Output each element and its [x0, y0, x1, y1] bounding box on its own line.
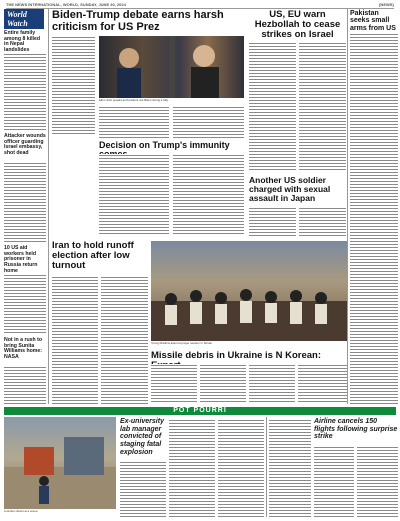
main-story-col-3	[173, 106, 244, 138]
hezbollah-col-2	[299, 42, 346, 172]
missile-col-2	[200, 364, 246, 404]
potpourri-story-1-title: Ex-university lab manager convicted of staging fatal explosion	[120, 418, 164, 456]
japan-col-1	[249, 207, 296, 238]
potpourri-banner: POT POURRI	[4, 407, 396, 415]
left-story-3-body	[4, 274, 46, 334]
left-story-3-title: 10 US aid workers held prisoner in Russia return home	[4, 245, 38, 274]
masthead	[6, 2, 394, 9]
potpourri-story-1-col-2	[169, 419, 215, 517]
left-story-1-body	[4, 53, 46, 131]
hezbollah-headline: US, EU warn Hezbollah to cease strikes on Israel	[254, 9, 341, 40]
potpourri-story-2-col-1	[314, 446, 354, 517]
missile-col-4	[298, 364, 347, 404]
japan-col-2	[299, 207, 346, 238]
hezbollah-col-1	[249, 42, 296, 172]
masthead-left: THE NEWS INTERNATIONAL, WORLD, SUNDAY, JUNE 30, 2024	[6, 2, 126, 7]
potpourri-caption: A worker cleans at a scene.	[4, 509, 39, 513]
main-story-col-2	[99, 106, 169, 138]
left-story-2-title: Attacker wounds officer guarding Israel embassy, shot dead	[4, 133, 46, 157]
main-photo-caption: Elton John speaks as President Joe Biden during a rally.	[99, 98, 169, 102]
iran-story-col-2	[101, 276, 148, 404]
missile-col-3	[249, 364, 295, 404]
potpourri-story-2-title: Airline cancels 150 flights following surprise strike	[314, 418, 398, 441]
iran-photo-crowd	[151, 241, 347, 341]
iran-story-col-1	[52, 276, 98, 404]
potpourri-story-1-col-3	[218, 419, 264, 517]
potpourri-photo-scene	[4, 417, 116, 509]
main-story-col-1	[52, 36, 95, 136]
missile-headline: Missile debris in Ukraine is N Korean:	[151, 350, 321, 361]
left-story-4-title: Not in a rush to bring Sunita Williams home: NASA	[4, 337, 43, 361]
japan-headline: Another US soldier charged with sexual assault in Japan	[249, 175, 331, 203]
potpourri-story-1-col-1	[120, 461, 166, 517]
left-story-4-body	[4, 366, 46, 404]
trump-story-col-2	[173, 154, 244, 236]
potpourri-photo	[4, 417, 116, 509]
potpourri-story-2-col-2	[357, 446, 398, 517]
trump-story-col-1	[99, 154, 169, 236]
masthead-right: {NEWS}	[378, 2, 394, 7]
world-label: World	[7, 10, 27, 19]
left-story-2-body	[4, 162, 46, 242]
pakistan-headline: Pakistan seeks small arms from US	[350, 10, 396, 32]
iran-headline: Iran to hold runoff election after low turnout	[52, 240, 134, 271]
photo-figures	[99, 36, 244, 98]
world-watch-box	[4, 9, 44, 29]
iran-photo-caption: Young Muslims attend a prayer session in Tehran.	[151, 341, 213, 345]
missile-col-1	[151, 364, 197, 404]
left-story-1-title: Entire family among 8 killed in Nepal landslides	[4, 30, 41, 54]
pakistan-column	[350, 33, 398, 404]
main-headline: Biden-Trump debate earns harsh criticism for US Prez	[52, 9, 224, 33]
watch-label: Watch	[7, 19, 28, 28]
potpourri-misc-col	[269, 419, 311, 517]
main-photo	[99, 36, 244, 98]
iran-photo	[151, 241, 347, 341]
trump-immunity-headline: Decision on Trump's immunity	[99, 140, 230, 150]
